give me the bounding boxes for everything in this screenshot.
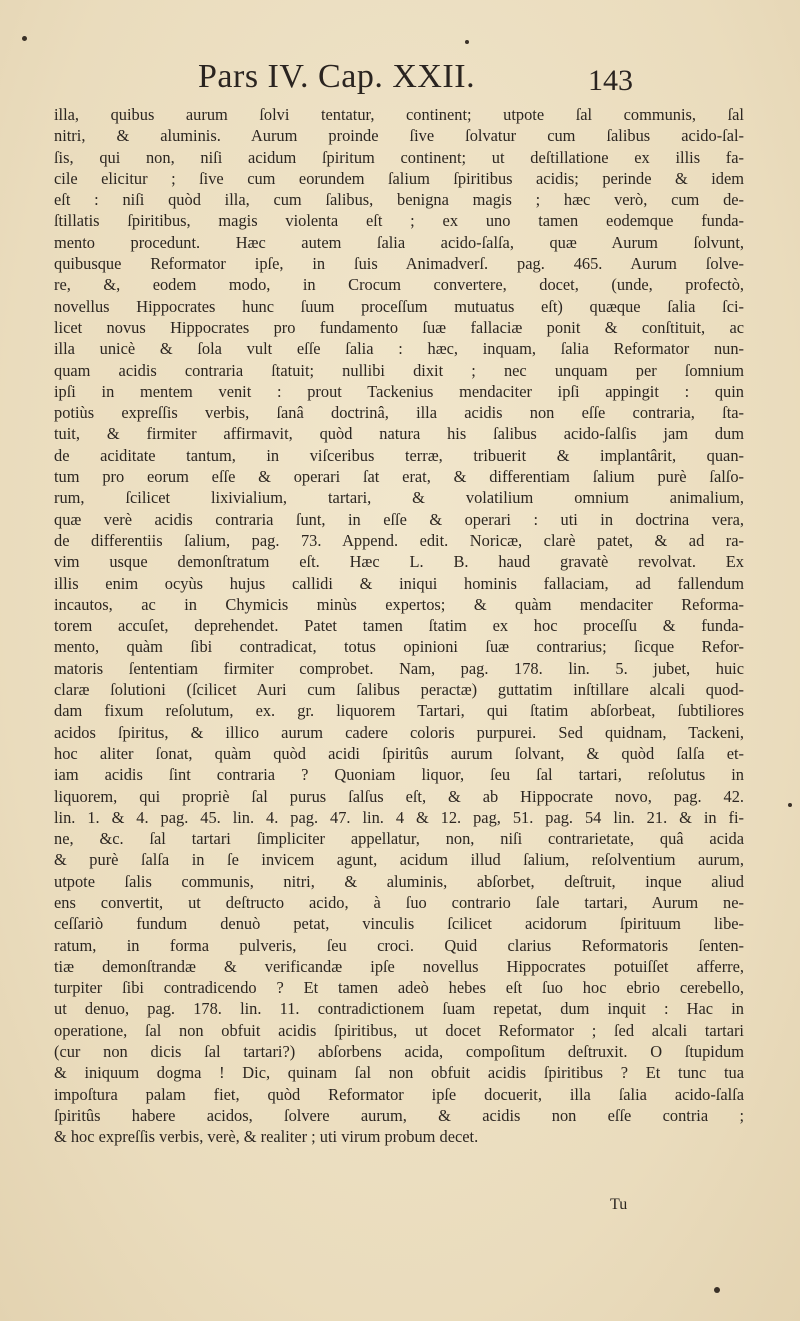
text-line: acidos ſpiritus, & illico aurum cadere coloris purpurei. Sed quidnam, Tackeni, [54,722,744,742]
text-line: novellus Hippocrates hunc ſuum proceſſum mutuatus eſt) quæque ſalia ſci- [54,296,744,316]
body-text [54,104,744,1148]
page-header [0,58,800,104]
text-line: quibusque Reformator ipſe, in ſuis Animadverſ. pag. 465. Aurum ſolve- [54,254,744,274]
text-line: quæ verè acidis contraria ſunt, in eſſe & operari : uti in doctrina vera, [54,509,744,529]
text-line: ens convertit, ut deſtructo acido, à ſuo contrario ſale tartari, Aurum ne- [54,892,744,912]
text-line: rum, ſcilicet lixivialium, tartari, & volatilium omnium animalium, [54,488,744,508]
text-line: ſis, qui non, niſi acidum ſpiritum continent; ut deſtillatione ex illis fa- [54,147,744,167]
text-line: & purè ſalſa in ſe invicem agunt, acidum illud ſalium, reſolventium aurum, [54,850,744,870]
text-line: quam acidis contraria ſtatuit; nullibi dixit ; nec unquam per ſomnium [54,360,744,380]
text-line: turpiter ſibi contradicendo ? Et tamen adeò hebes eſt ſuo hoc ebrio cerebello, [54,978,744,998]
text-line: de differentiis ſalium, pag. 73. Append. edit. Noricæ, clarè patet, & ad ra- [54,530,744,550]
text-line: ceſſariò fundum denuò petat, vinculis ſcilicet acidorum ſpirituum libe- [54,914,744,934]
text-line: matoris ſententiam firmiter comprobet. Nam, pag. 178. lin. 5. jubet, huic [54,658,744,678]
text-line: ipſi in mentem venit : prout Tackenius mendaciter ipſi appingit : quin [54,381,744,401]
text-line: eſt : niſi quòd illa, cum ſalibus, benigna magis ; hæc verò, cum de- [54,190,744,210]
text-line: illa, quibus aurum ſolvi tentatur, continent; utpote ſal communis, ſal [54,105,744,124]
text-line: utpote ſalis communis, nitri, & aluminis, abſorbet, deſtruit, inque aliud [54,871,744,891]
text-line: & iniquum dogma ! Dic, quinam ſal non obfuit acidis ſpiritibus ? Et tunc tua [54,1063,744,1083]
text-line: ſpiritûs habere acidos, ſolvere aurum, & acidis non eſſe contria ; [54,1105,744,1125]
text-line: ratum, in forma pulveris, ſeu croci. Quid clarius Reformatoris ſenten- [54,935,744,955]
text-line: mento, quàm ſibi contradicat, totus opinioni ſuæ contrarius; ſicque Refor- [54,637,744,657]
text-line: dam fixum reſolutum, ex. gr. liquorem Tartari, qui ſtatim abſorbeat, ſubtiliores [54,701,744,721]
text-line: torem accuſet, deprehendet. Patet tamen ſtatim ex hoc proceſſu & funda- [54,616,744,636]
ink-speck [788,803,792,807]
text-line: nitri, & aluminis. Aurum proinde ſive ſolvatur cum ſalibus acido-ſal- [54,126,744,146]
text-line: claræ ſolutioni (ſcilicet Auri cum ſalibus peractæ) guttatim inſtillare alcali quod- [54,680,744,700]
text-line: tum pro eorum eſſe & operari ſat erat, & differentiam ſalium purè ſalſo- [54,467,744,487]
text-line: (cur non dicis ſal tartari?) abſorbens acida, compoſitum deſtruxit. O ſtupidum [54,1042,744,1062]
text-line: tuit, & firmiter affirmavit, quòd natura his ſalibus acido-ſalſis jam dum [54,424,744,444]
text-line: licet novus Hippocrates pro fundamento ſuæ fallaciæ ponit & conſtituit, ac [54,317,744,337]
text-line: incautos, ac in Chymicis minùs expertos; & quàm mendaciter Reforma- [54,594,744,614]
text-line: ſtillatis ſpiritibus, magis violenta eſt ; ex uno tamen eodemque funda- [54,211,744,231]
ink-speck [465,40,469,44]
text-line: & hoc expreſſis verbis, verè, & realiter ; uti virum probum decet. [54,1127,479,1147]
text-line: vim usque demonſtratum eſt. Hæc L. B. haud gravatè revolvat. Ex [54,552,744,572]
text-line: potiùs expreſſis verbis, ſanâ doctrinâ, illa acidis non eſſe contraria, ſta- [54,403,744,423]
catchword: Tu [610,1196,628,1213]
text-line: mento procedunt. Hæc autem ſalia acido-ſalſa, quæ Aurum ſolvunt, [54,232,744,252]
text-line: lin. 1. & 4. pag. 45. lin. 4. pag. 47. lin. 4 & 12. pag, 51. pag. 54 lin. 21. & in fi- [54,807,744,827]
text-line: cile elicitur ; ſive cum eorundem ſalium ſpiritibus acidis; perinde & idem [54,168,744,188]
text-line: ne, &c. ſal tartari ſimpliciter appellatur, non, niſi contrarietate, quâ acida [54,829,744,849]
text-line: hoc aliter ſonat, quàm quòd acidi ſpiritûs aurum ſolvant, & quòd ſalſa et- [54,743,744,763]
text-line: operatione, ſal non obfuit acidis ſpiritibus, ut docet Reformator ; ſed alcali tartari [54,1020,744,1040]
text-line: liquorem, qui propriè ſal purus ſalſus eſt, & ab Hippocrate novo, pag. 42. [54,786,744,806]
page-number: 143 [588,64,633,97]
text-line: illa unicè & ſola vult eſſe ſalia : hæc, inquam, ſalia Reformator nun- [54,339,744,359]
text-line: re, &, eodem modo, in Crocum convertere, docet, (unde, profectò, [54,275,744,295]
running-head: Pars IV. Cap. XXII. [198,58,476,95]
text-line: de aciditate tantum, in viſceribus terræ, tribuerit & implantârit, quan- [54,445,744,465]
ink-speck [22,36,27,41]
text-line: ut denuo, pag. 178. lin. 11. contradictionem ſuam repetat, dum inquit : Hac in [54,999,744,1019]
text-line: iam acidis ſint contraria ? Quoniam liquor, ſeu ſal tartari, reſolutus in [54,765,744,785]
ink-speck [714,1287,720,1293]
text-line: illis enim ocyùs hujus callidi & iniqui hominis fallaciam, ad fallendum [54,573,744,593]
text-line: impoſtura palam fiet, quòd Reformator ipſe docuerit, illa ſalia acido-ſalſa [54,1084,744,1104]
text-line: tiæ demonſtrandæ & verificandæ ipſe novellus Hippocrates potuiſſet afferre, [54,956,744,976]
